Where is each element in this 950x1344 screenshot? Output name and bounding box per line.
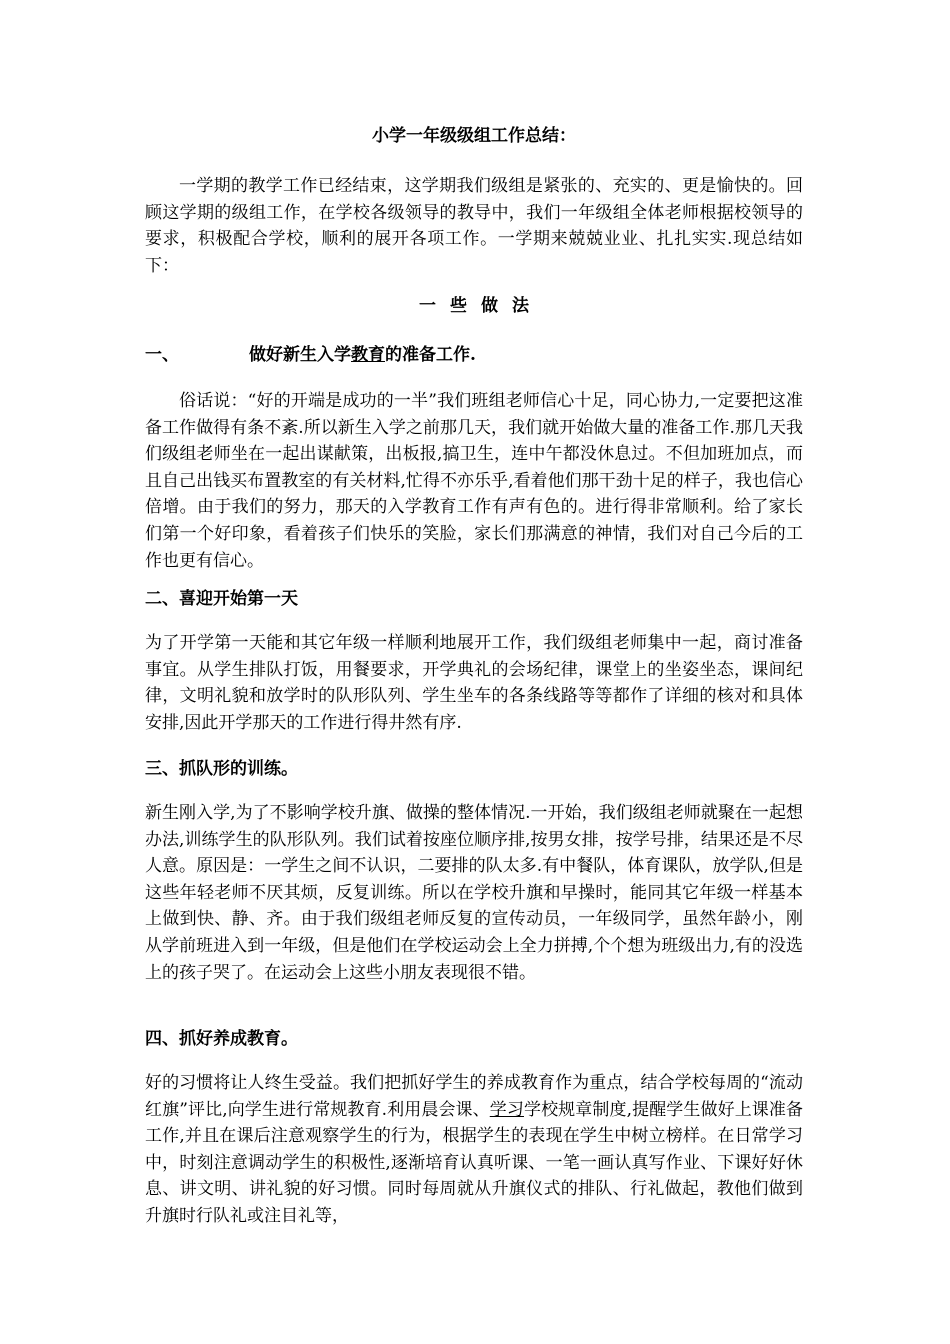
section-4-text-a: 好的习惯将让人终生受益。我们把抓好学生的养成教育作为重点，结合学校每周的“流动红旗”评比,向学生进行常规教育.利用晨会课、 <box>145 1073 803 1120</box>
heading-1-text-b: 的准备工作. <box>385 345 476 365</box>
heading-3: 三、抓队形的训练。 <box>145 759 298 779</box>
heading-1 <box>145 341 476 369</box>
section-2-paragraph: 为了开学第一天能和其它年级一样顺利地展开工作，我们级组老师集中一起，商讨准备事宜。从学生排队打饭，用餐要求，开学典礼的会场纪律，课堂上的坐姿坐态，课间纪律，文明礼貌和放学时的队形队列、学生坐车的各条线路等等都作了详细的核对和具体安排,因此开学那天的工作进行得井然有序. <box>145 633 803 733</box>
section-heading: 一些做法 <box>419 296 543 316</box>
section-1-paragraph: 俗话说：“好的开端是成功的一半”我们班组老师信心十足，同心协力,一定要把这准备工作做得有条不紊.所以新生入学之前那几天，我们就开始做大量的准备工作.那几天我们级组老师坐在一起出谋献策，出板报,搞卫生，连中午都没休息过。不但加班加点，而且自己出钱买布置教室的有关材料,忙得不亦乐乎,看着他们那干劲十足的样子，我也信心倍增。由于我们的努力，那天的入学教育工作有声有色的。进行得非常顺利。给了家长们第一个好印象，看着孩子们快乐的笑脸，家长们那满意的神情，我们对自己今后的工作也更有信心。 <box>145 391 803 571</box>
intro-paragraph: 一学期的教学工作已经结束，这学期我们级组是紧张的、充实的、更是愉快的。回顾这学期的级组工作，在学校各级领导的教导中，我们一年级组全体老师根据校领导的要求，积极配合学校，顺利的展开各项工作。一学期来兢兢业业、扎扎实实.现总结如下： <box>145 176 803 276</box>
document-title: 小学一年级级组工作总结： <box>372 126 576 146</box>
heading-4: 四、抓好养成教育。 <box>145 1029 298 1049</box>
heading-2: 二、喜迎开始第一天 <box>145 589 298 609</box>
education-link[interactable]: 教育 <box>351 345 385 365</box>
section-4-paragraph <box>145 1070 803 1230</box>
heading-1-number: 一、 <box>145 345 179 365</box>
section-3-paragraph: 新生刚入学,为了不影响学校升旗、做操的整体情况.一开始，我们级组老师就聚在一起想办法,训练学生的队形队列。我们试着按座位顺序排,按男女排，按学号排，结果还是不尽人意。原因是：一学生之间不认识，二要排的队太多.有中餐队，体育课队，放学队,但是这些年轻老师不厌其烦，反复训练。所以在学校升旗和早操时，能同其它年级一样基本上做到快、静、齐。由于我们级组老师反复的宣传动员，一年级同学，虽然年龄小，刚从学前班进入到一年级，但是他们在学校运动会上全力拼搏,个个想为班级出力,有的没选上的孩子哭了。在运动会上这些小朋友表现很不错。 <box>145 803 803 983</box>
heading-1-text-a: 做好新生入学 <box>249 345 351 365</box>
study-link[interactable]: 学习 <box>489 1099 524 1120</box>
section-4-text-b: 学校规章制度,提醒学生做好上课准备工作,并且在课后注意观察学生的行为，根据学生的表现在学生中树立榜样。在日常学习中，时刻注意调动学生的积极性,逐渐培育认真听课、一笔一画认真写作业、下课好好休息、讲文明、讲礼貌的好习惯。同时每周就从升旗仪式的排队、行礼做起，教他们做到升旗时行队礼或注目礼等， <box>145 1099 804 1226</box>
